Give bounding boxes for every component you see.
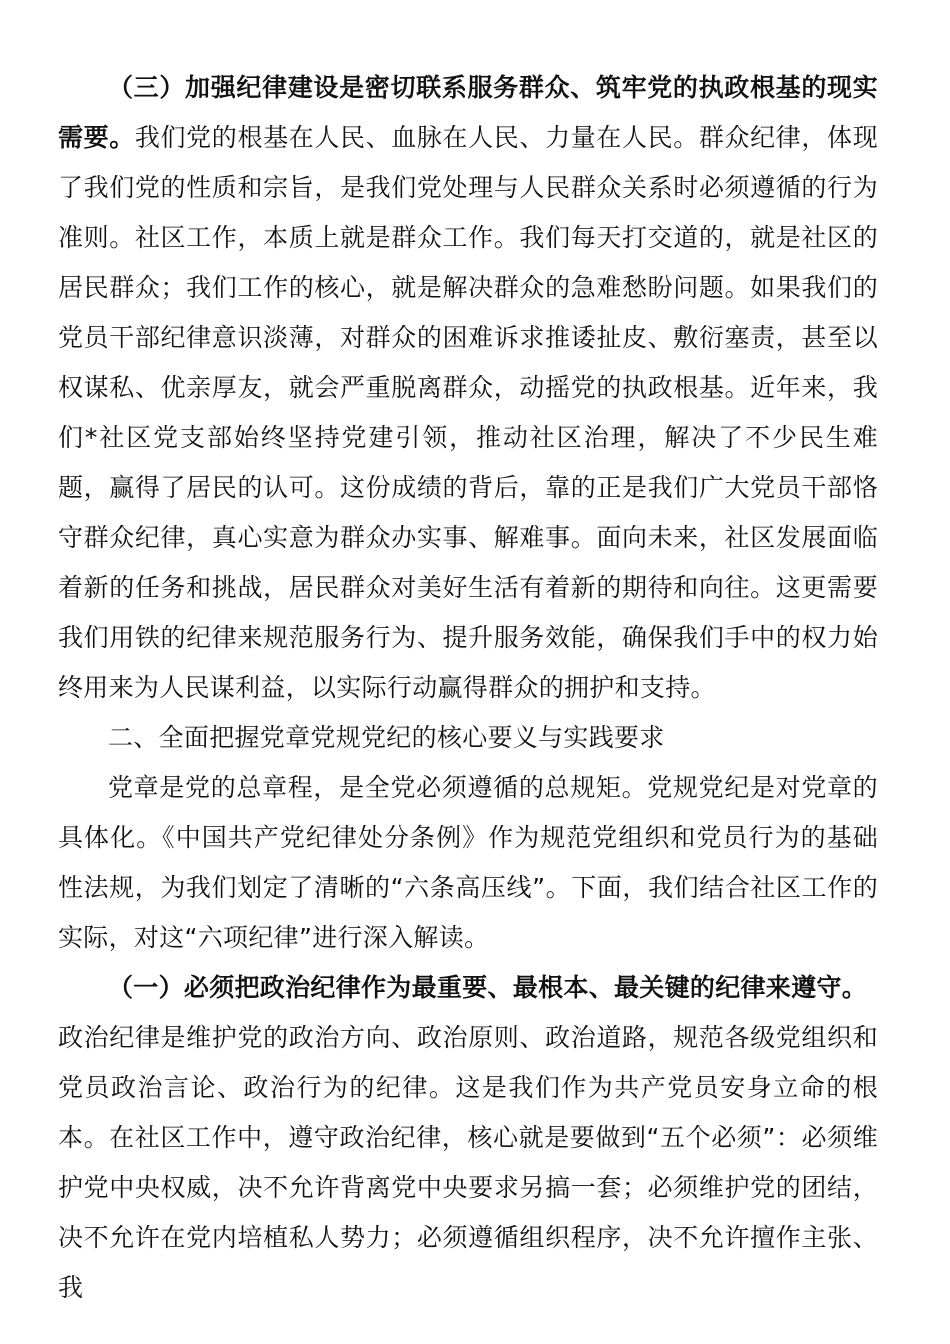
subsection-1-paragraph — [58, 963, 878, 1313]
part-2-heading: 二、全面把握党章党规党纪的核心要义与实践要求 — [108, 723, 665, 752]
section-3-paragraph — [58, 63, 878, 713]
document-page — [58, 63, 878, 1313]
section-3-body: 我们党的根基在人民、血脉在人民、力量在人民。群众纪律，体现了我们党的性质和宗旨，是我们党处理与人民群众关系时必须遵循的行为准则。社区工作，本质上就是群众工作。我们每天打交道的，就是社区的居民群众；我们工作的核心，就是解决群众的急难愁盼问题。如果我们的党员干部纪律意识淡薄，对群众的困难诉求推诿扯皮、敷衍塞责，甚至以权谋私、优亲厚友，就会严重脱离群众，动摇党的执政根基。近年来，我们*社区党支部始终坚持党建引领，推动社区治理，解决了不少民生难题，赢得了居民的认可。这份成绩的背后，靠的正是我们广大党员干部恪守群众纪律，真心实意为群众办实事、解难事。面向未来，社区发展面临着新的任务和挑战，居民群众对美好生活有着新的期待和向往。这更需要我们用铁的纪律来规范服务行为、提升服务效能，确保我们手中的权力始终用来为人民谋利益，以实际行动赢得群众的拥护和支持。 — [58, 123, 878, 702]
section-3-heading: （三）加强纪律建设是密切联系服务群众、筑牢党的执政根基的现实需要。 — [58, 73, 878, 152]
subsection-1-body: 政治纪律是维护党的政治方向、政治原则、政治道路，规范各级党组织和党员政治言论、政治行为的纪律。这是我们作为共产党员安身立命的根本。在社区工作中，遵守政治纪律，核心就是要做到“五个必须”：必须维护党中央权威，决不允许背离党中央要求另搞一套；必须维护党的团结，决不允许在党内培植私人势力；必须遵循组织程序，决不允许擅作主张、我 — [58, 1023, 878, 1302]
part-2-intro: 党章是党的总章程，是全党必须遵循的总规矩。党规党纪是对党章的具体化。《中国共产党纪律处分条例》作为规范党组织和党员行为的基础性法规，为我们划定了清晰的“六条高压线”。下面，我们结合社区工作的实际，对这“六项纪律”进行深入解读。 — [58, 773, 878, 952]
subsection-1-heading: （一）必须把政治纪律作为最重要、最根本、最关键的纪律来遵守。 — [108, 973, 868, 1002]
